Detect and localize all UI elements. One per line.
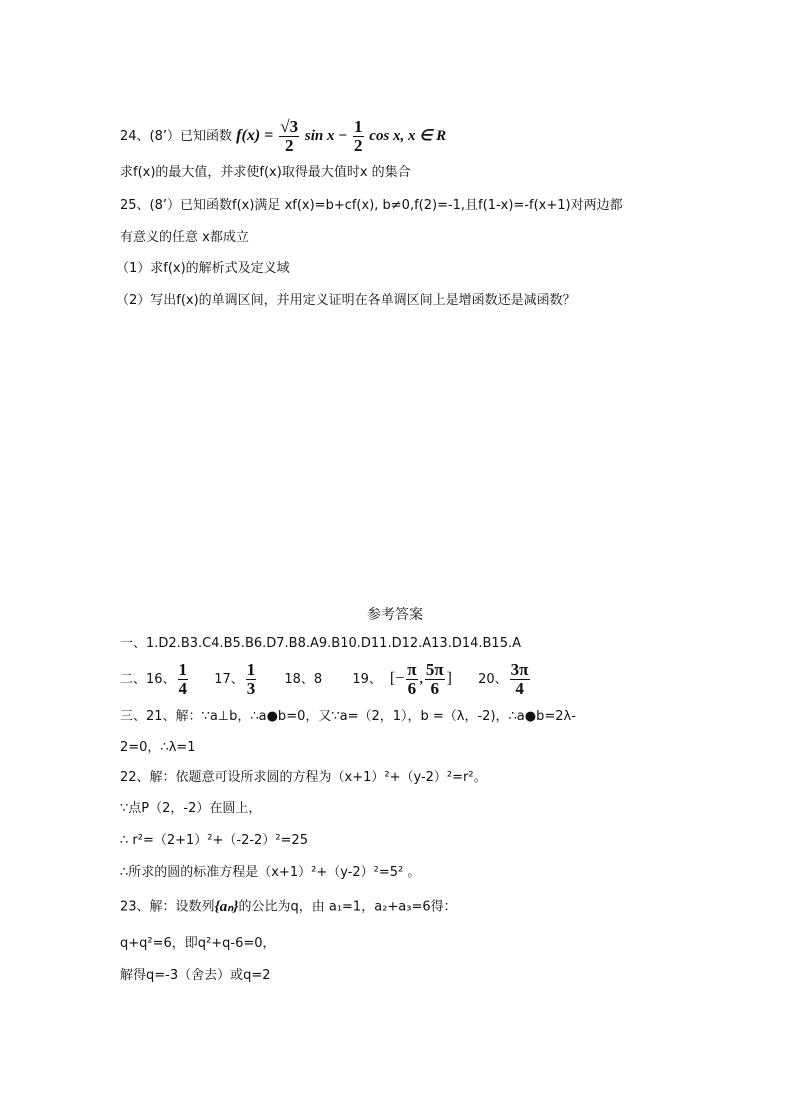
q23-line3: 解得q=-3（舍去）或q=2 (120, 968, 271, 983)
q24-sin-term: sin x − (301, 128, 352, 144)
ans19-num2: 5π (425, 660, 444, 679)
q23-pre: 23、解：设数列 (120, 899, 215, 915)
q21-line1: 三、21、解：∵a⊥b，∴a●b=0，又∵a=（2，1），b =（λ，-2)，∴a●b=2λ- (120, 709, 576, 724)
ans18-label: 18、8 (284, 672, 323, 687)
q24-prefix: 24、(8’）已知函数 (120, 129, 237, 144)
q24-frac1-num: √3 (280, 117, 299, 136)
ans19-num1: π (407, 660, 417, 679)
q24-frac2-num: 1 (354, 117, 363, 136)
q23-post: 的公比为q，由 a₁=1，a₂+a₃=6得： (238, 899, 457, 915)
q21-line2: 2=0，∴λ=1 (120, 740, 196, 755)
q24-cos-term: cos x, x ∈ R (365, 128, 447, 144)
ans17-num: 1 (246, 660, 256, 679)
ans19-close: ] (446, 670, 452, 687)
answers-part1: 一、1.D2.B3.C4.B5.B6.D7.B8.A9.B10.D11.D12.A13.D14.B15.A (120, 636, 521, 651)
ans16-fraction (178, 661, 189, 698)
ans16-num: 1 (178, 660, 188, 679)
ans16-label: 二、16、 (120, 672, 176, 687)
answers-title: 参考答案 (367, 607, 423, 623)
q22-line4: ∴所求的圆的标准方程是（x+1）²+（y-2）²=5² 。 (120, 865, 421, 880)
q24-frac1-den: 2 (279, 136, 299, 155)
ans17-label: 17、 (214, 672, 244, 687)
ans17-fraction (246, 661, 257, 698)
q23-line1 (120, 898, 457, 917)
answers-part2 (120, 660, 532, 699)
q25-line1: 25、(8’）已知函数f(x)满足 xf(x)=b+cf(x), b≠0,f(2)=-1,且f(1-x)=-f(x+1)对两边都 (120, 198, 623, 213)
ans16-den: 4 (178, 679, 188, 698)
q24-line2: 求f(x)的最大值，并求使f(x)取得最大值时x 的集合 (120, 165, 411, 180)
q25-sub1: （1）求f(x)的解析式及定义域 (116, 261, 290, 276)
ans19-fraction1 (406, 661, 417, 698)
ans17-den: 3 (246, 679, 256, 698)
ans19-fraction2 (425, 661, 445, 698)
q22-line1: 22、解：依题意可设所求圆的方程为（x+1）²+（y-2）²=r²。 (120, 770, 487, 785)
ans19-den1: 6 (407, 679, 417, 698)
ans20-den: 4 (510, 679, 530, 698)
ans19-comma: , (419, 671, 423, 686)
ans19-open: [− (389, 670, 405, 687)
ans20-label: 20、 (478, 672, 508, 687)
q24-statement (120, 118, 446, 155)
ans20-fraction (510, 661, 530, 698)
q24-function-name: f(x) = (236, 127, 278, 144)
q25-line2: 有意义的任意 x都成立 (120, 230, 249, 245)
q25-sub2: （2）写出f(x)的单调区间，并用定义证明在各单调区间上是增函数还是减函数？ (116, 293, 576, 308)
q22-line3: ∴ r²=（2+1）²+（-2-2）²=25 (120, 833, 308, 848)
q24-frac2-den: 2 (354, 136, 363, 155)
q24-fraction-1-over-2 (353, 118, 364, 155)
q23-line2: q+q²=6，即q²+q-6=0， (120, 936, 276, 951)
q24-fraction-sqrt3-over-2 (279, 118, 299, 155)
q22-line2: ∵点P（2，-2）在圆上， (120, 801, 262, 816)
ans19-den2: 6 (425, 679, 445, 698)
ans19-label: 19、 (352, 672, 382, 687)
ans20-num: 3π (510, 660, 529, 679)
q23-sequence-symbol: {aₙ} (214, 899, 239, 915)
